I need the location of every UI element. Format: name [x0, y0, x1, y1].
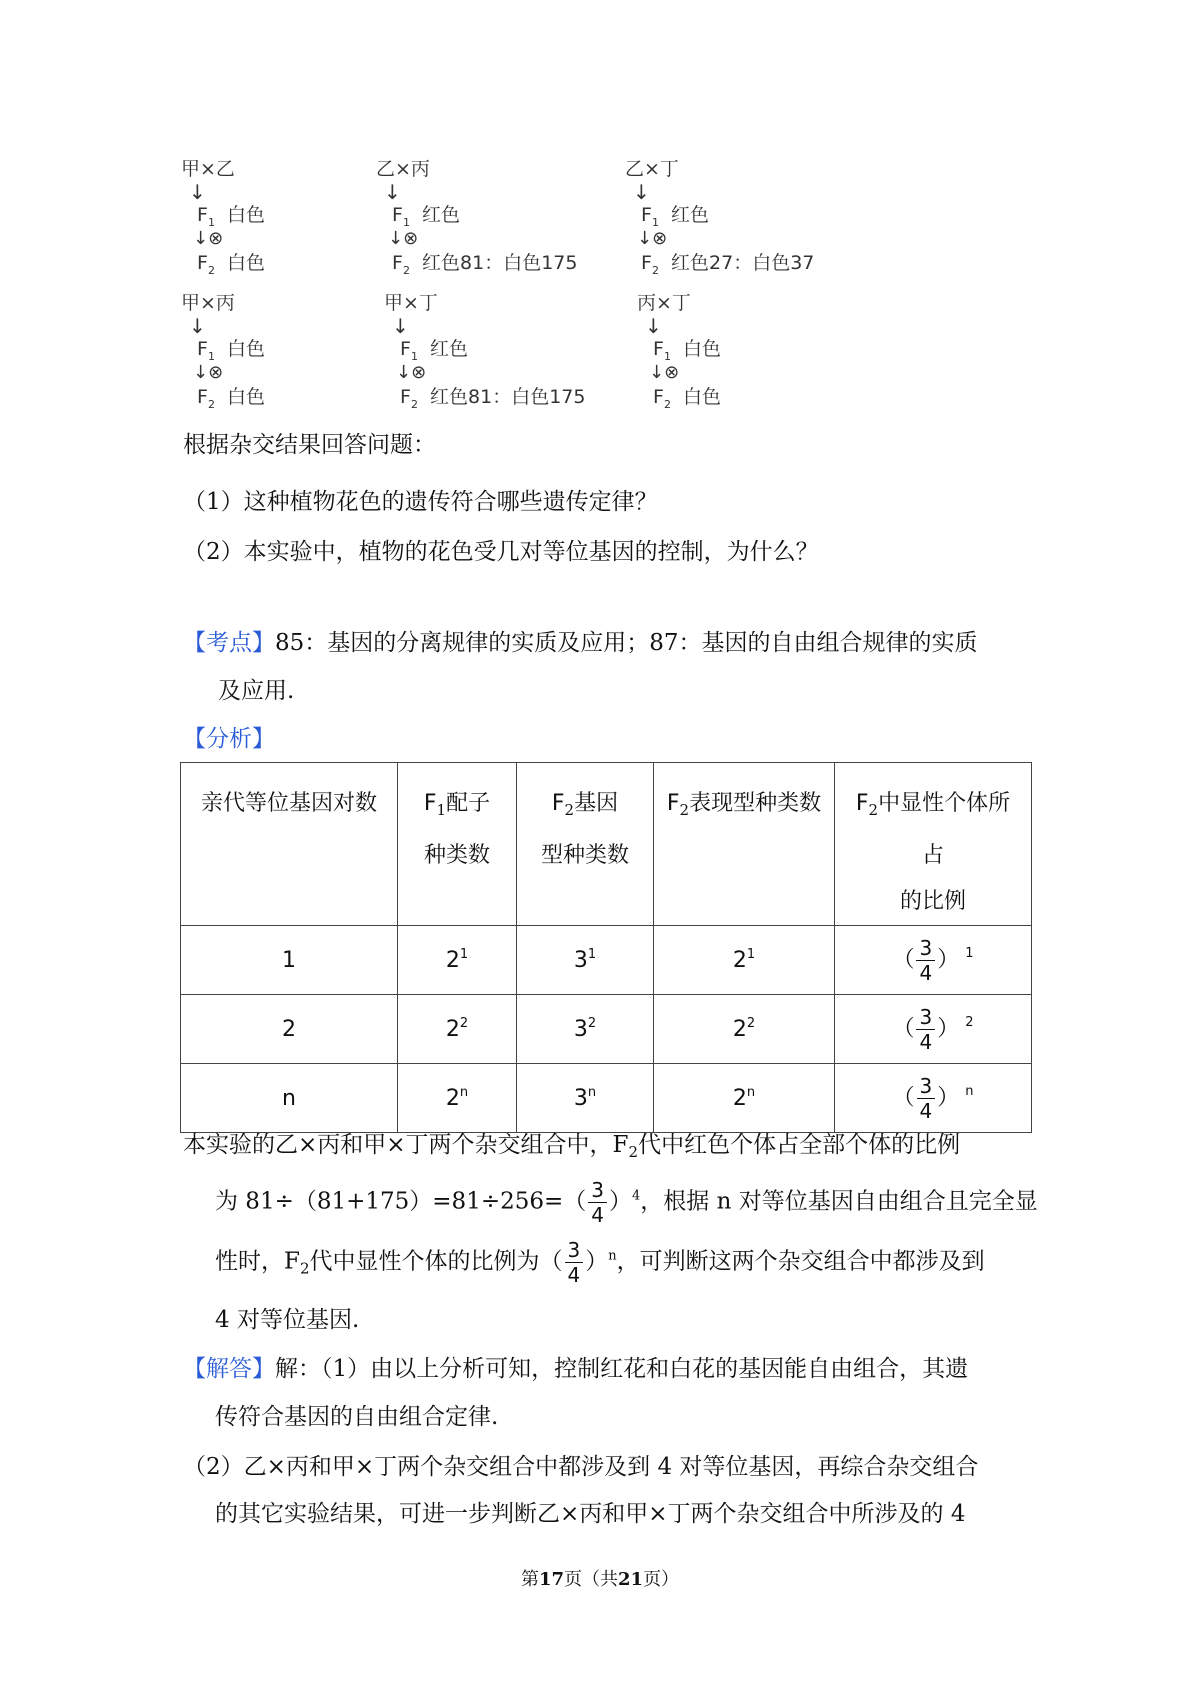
cross-f1: $F_1$ 白色: [197, 338, 266, 363]
cross-parents: 乙×丁: [625, 158, 679, 180]
arrow-down-icon: ↓: [392, 314, 409, 338]
cell-dominant-ratio: （ $\frac{3}{4}$ ） $^n$: [835, 1064, 1032, 1133]
question-2: （2）本实验中，植物的花色受几对等位基因的控制，为什么？: [183, 539, 819, 565]
analysis-line-2: 为 81÷（81+175）=81÷256=（ $\frac{3}{4}$ ）$^4$，根据 n 对等位基因自由组合且完全显: [215, 1178, 1038, 1227]
analysis-line-1: 本实验的乙×丙和甲×丁两个杂交组合中，$F_2$代中红色个体占全部个体的比例: [183, 1132, 961, 1161]
header-allele-pairs: 亲代等位基因对数: [181, 763, 398, 926]
cell-dominant-ratio: （ $\frac{3}{4}$ ） $^2$: [835, 995, 1032, 1064]
answer-line-4: 的其它实验结果，可进一步判断乙×丙和甲×丁两个杂交组合中所涉及的 4: [215, 1501, 966, 1527]
selfing-icon: ↓⊗: [649, 362, 680, 383]
cell-gamete-types: $2^2$: [398, 995, 517, 1064]
page-footer: 第17页（共21页）: [520, 1569, 680, 1590]
arrow-down-icon: ↓: [645, 314, 662, 338]
question-intro: 根据杂交结果回答问题：: [183, 432, 436, 458]
cross-parents: 丙×丁: [637, 292, 691, 314]
cell-allele-pairs: n: [181, 1064, 398, 1133]
page-number: 17: [538, 1569, 564, 1590]
table-header-row: [181, 763, 1032, 926]
table-row: [181, 1064, 1032, 1133]
cross-f1: $F_1$ 白色: [653, 338, 722, 363]
cross-f2: $F_2$ 红色81：白色175: [400, 386, 586, 411]
question-1: （1）这种植物花色的遗传符合哪些遗传定律？: [183, 489, 658, 515]
analysis-line-3: 性时，$F_2$代中显性个体的比例为（ $\frac{3}{4}$ ）$^n$，可判断这两个杂交组合中都涉及到: [215, 1238, 985, 1287]
header-f2-dominant-ratio: $F_2$中显性个体所 占 的比例: [835, 763, 1032, 926]
cell-gamete-types: $2^1$: [398, 926, 517, 995]
cross-f1: $F_1$ 红色: [641, 204, 710, 229]
cross-f2: $F_2$ 白色: [653, 386, 722, 411]
kaodian-tag: 【考点】: [183, 630, 275, 656]
selfing-icon: ↓⊗: [637, 228, 668, 249]
cross-parents: 甲×丁: [384, 292, 438, 314]
cross-f2: $F_2$ 白色: [197, 252, 266, 277]
cell-phenotype-types: 2$^n$: [654, 1064, 835, 1133]
selfing-icon: ↓⊗: [193, 228, 224, 249]
arrow-down-icon: ↓: [384, 180, 401, 204]
cell-phenotype-types: $2^2$: [654, 995, 835, 1064]
kaodian-text-1: 85：基因的分离规律的实质及应用；87：基因的自由组合规律的实质: [275, 630, 978, 656]
answer-tag: 【解答】: [183, 1356, 275, 1382]
cross-f2: $F_2$ 红色81：白色175: [392, 252, 578, 277]
arrow-down-icon: ↓: [189, 314, 206, 338]
header-f1-pre: F: [423, 791, 437, 816]
selfing-icon: ↓⊗: [396, 362, 427, 383]
cell-gamete-types: 2$^n$: [398, 1064, 517, 1133]
cross-parents: 甲×乙: [181, 158, 235, 180]
answer-line-2: 传符合基因的自由组合定律.: [215, 1404, 499, 1430]
cell-allele-pairs: 2: [181, 995, 398, 1064]
cross-parents: 乙×丙: [376, 158, 430, 180]
arrow-down-icon: ↓: [633, 180, 650, 204]
fenxi-tag: 【分析】: [183, 726, 275, 752]
table-row: [181, 926, 1032, 995]
header-f2-phenotypes: $F_2$表现型种类数: [654, 763, 835, 926]
selfing-icon: ↓⊗: [193, 362, 224, 383]
selfing-icon: ↓⊗: [388, 228, 419, 249]
cross-parents: 甲×丙: [181, 292, 235, 314]
analysis-line-4: 4 对等位基因.: [215, 1307, 360, 1333]
arrow-down-icon: ↓: [189, 180, 206, 204]
cross-f1: $F_1$ 红色: [392, 204, 461, 229]
header-f2-genotypes: $F_2$基因 型种类数: [517, 763, 654, 926]
page-total: 21: [618, 1569, 644, 1590]
fraction: $\frac{3}{4}$: [588, 1180, 607, 1225]
header-f1-gametes: $F_1$配子 种类数: [398, 763, 517, 926]
cell-genotype-types: $3^2$: [517, 995, 654, 1064]
cell-phenotype-types: $2^1$: [654, 926, 835, 995]
answer-line-1: 【解答】解：（1）由以上分析可知，控制红花和白花的基因能自由组合，其遗: [183, 1356, 969, 1382]
cell-genotype-types: $3^1$: [517, 926, 654, 995]
cell-dominant-ratio: （ $\frac{3}{4}$ ） $^1$: [835, 926, 1032, 995]
table-row: [181, 995, 1032, 1064]
cross-f2: $F_2$ 白色: [197, 386, 266, 411]
cross-f1: $F_1$ 白色: [197, 204, 266, 229]
fraction: $\frac{3}{4}$: [565, 1240, 584, 1285]
analysis-table: [180, 762, 1032, 1133]
kaodian-line-2: 及应用.: [218, 678, 295, 704]
cell-allele-pairs: 1: [181, 926, 398, 995]
kaodian-line-1: [183, 632, 978, 655]
cell-genotype-types: 3$^n$: [517, 1064, 654, 1133]
answer-line-3: （2）乙×丙和甲×丁两个杂交组合中都涉及到 4 对等位基因，再综合杂交组合: [183, 1454, 979, 1480]
cross-f2: $F_2$ 红色27：白色37: [641, 252, 815, 277]
cross-f1: $F_1$ 红色: [400, 338, 469, 363]
